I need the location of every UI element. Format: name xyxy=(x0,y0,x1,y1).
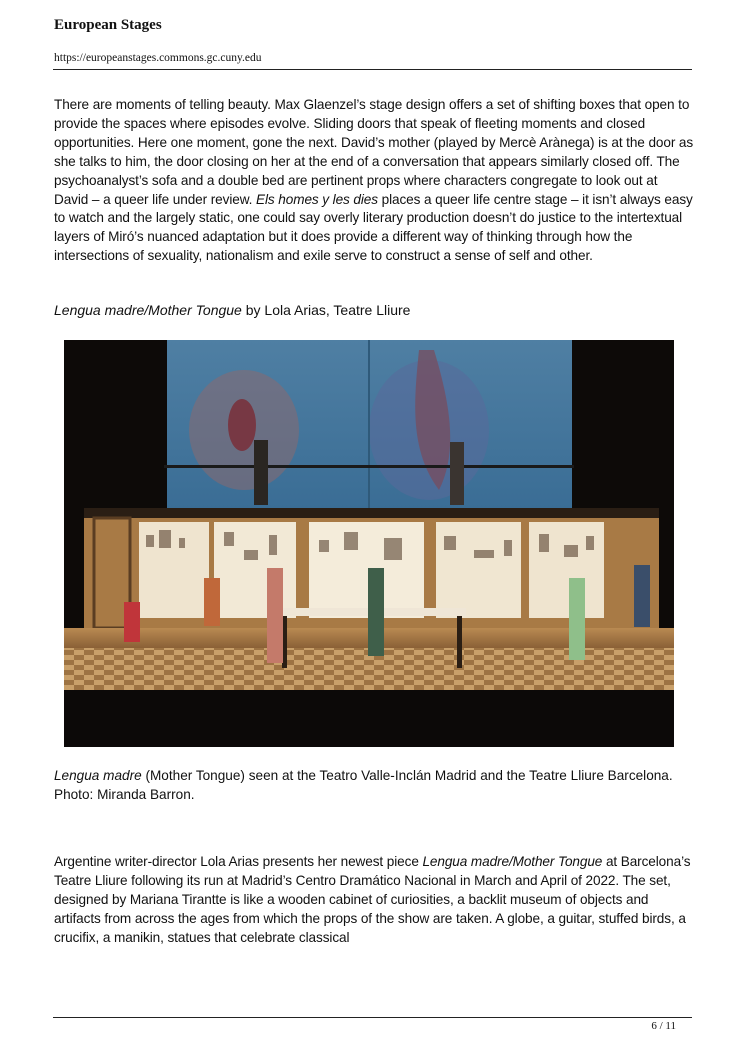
photo-caption xyxy=(54,766,694,804)
figure-upper-left xyxy=(254,440,268,505)
play-title: Els homes y les dies xyxy=(256,191,378,207)
footer-divider xyxy=(53,1017,692,1018)
paragraph-text: places a queer life centre stage – it isn’t always easy to watch and the largely static, one could say overly literary production doesn’t do justice to the intertextual layers of Miró’s nuanced adaptation but it does provide a different way of thinking through how the intersections of sexuality, nationalism and exile serve to construct a sense of self and other. xyxy=(54,191,693,264)
figure-upper-right xyxy=(450,442,464,505)
play-title: Lengua madre xyxy=(54,768,142,783)
stage-front xyxy=(64,690,674,747)
cabinet-shelf-3 xyxy=(309,522,424,618)
upper-deck xyxy=(84,508,659,518)
publication-title: European Stages xyxy=(54,17,162,33)
header-divider xyxy=(53,69,692,70)
projected-anatomy-center xyxy=(228,399,256,451)
upper-railing xyxy=(164,465,574,468)
section-heading-rest: by Lola Arias, Teatre Lliure xyxy=(241,302,411,318)
paragraph-review-conclusion xyxy=(54,96,694,266)
paragraph-text: There are moments of telling beauty. Max Glaenzel’s stage design offers a set of shifting boxes that open to provide the spaces where episodes evolve. Sliding doors that speak of fleeting moments and closed opportunities. Here one moment, gone the next. David’s mother (played by Mercè Arànega) is at the door as she talks to him, the door closing on her at the end of a conversation that appears similarly closed off. The psychoanalyst’s sofa and a double bed are pertinent props where characters congregate to look out at David – a queer life under review. xyxy=(54,97,694,207)
publication-url[interactable]: https://europeanstages.commons.gc.cuny.edu xyxy=(54,52,262,64)
stage-photo xyxy=(64,340,674,747)
page-number: 6 / 11 xyxy=(651,1020,676,1032)
caption-text: (Mother Tongue) seen at the Teatro Valle-Inclán Madrid and the Teatre Lliure Barcelona. Photo: Miranda Barron. xyxy=(54,768,673,802)
paragraph-lengua-madre xyxy=(54,853,694,948)
section-heading xyxy=(54,302,410,318)
paragraph-text: Argentine writer-director Lola Arias presents her newest piece xyxy=(54,854,423,869)
paragraph-text: at Barcelona’s Teatre Lliure following its run at Madrid’s Centro Dramático Nacional in March and April of 2022. The set, designed by Mariana Tirantte is like a wooden cabinet of curiosities, a backlit museum of objects and artifacts from across the ages from which the props of the show are taken. A globe, a guitar, stuffed birds, a crucifix, a manikin, statues that celebrate classical xyxy=(54,854,691,945)
table-leg-right xyxy=(457,616,462,668)
play-title: Lengua madre/Mother Tongue xyxy=(422,854,603,869)
play-title: Lengua madre/Mother Tongue xyxy=(54,302,242,318)
